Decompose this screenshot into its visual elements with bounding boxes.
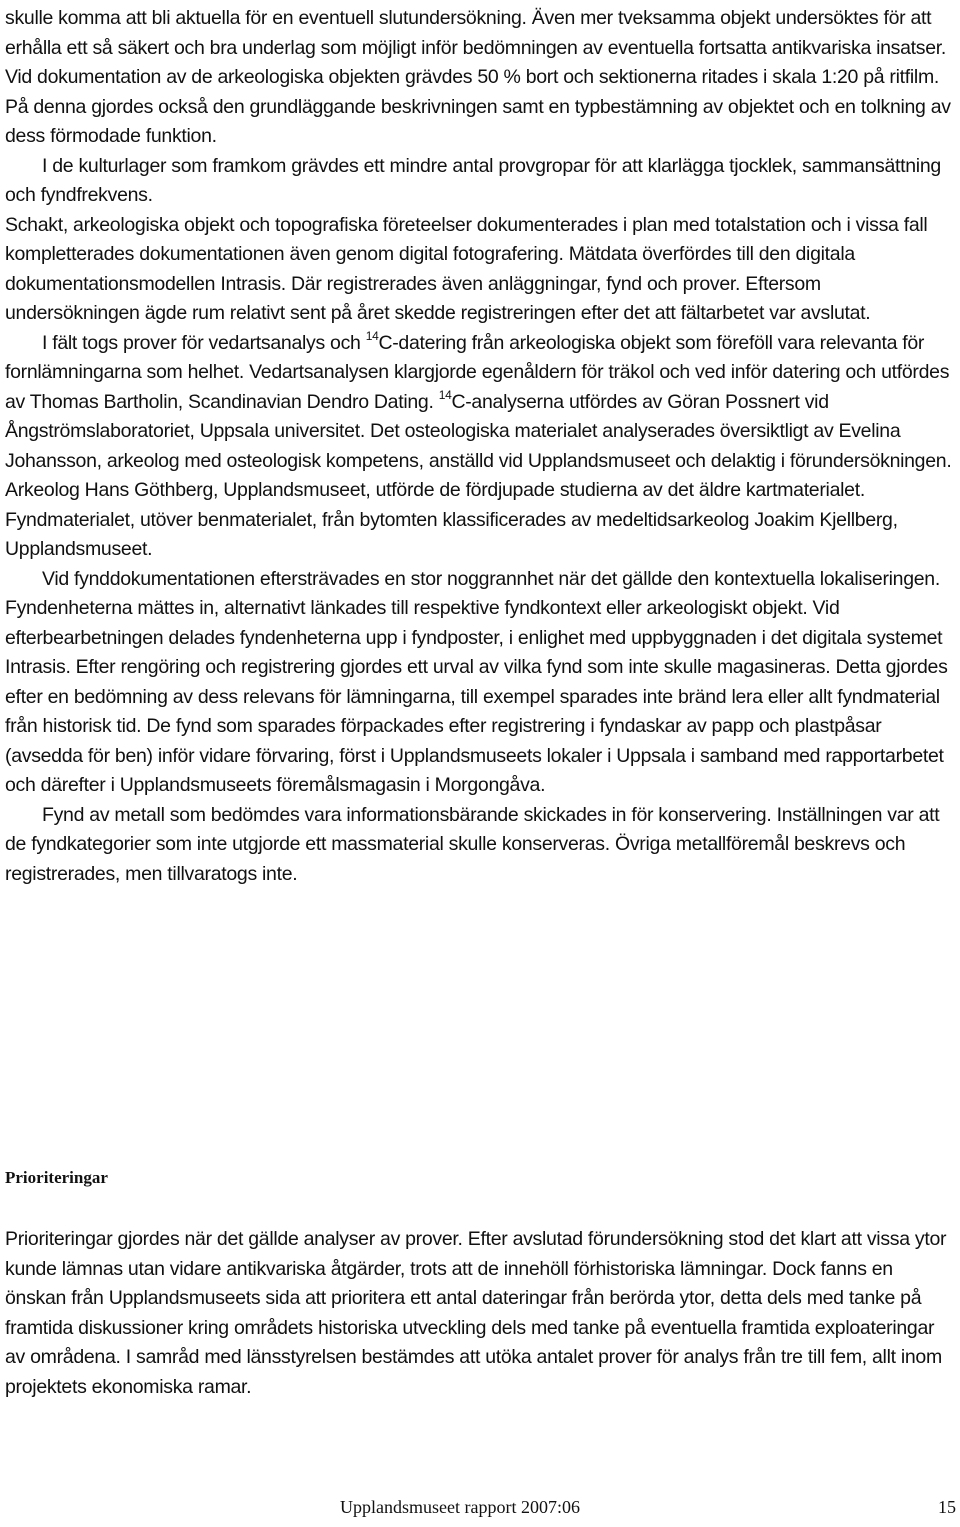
paragraph-total-station: Schakt, arkeologiska objekt och topografiska företeelser dokumenterades i plan med totalstation och i vissa fall kompletterades dokumentationen även genom digital fotografering. Mätdata överfördes till den digitala dokumentationsmodellen Intrasis. Där registrerades även anläggningar, fynd och prover. Eftersom undersökningen ägde rum relativt sent på året skedde registreringen efter det att fältarbetet var avslutat. <box>5 213 928 324</box>
section-heading-prioriteringar: Prioriteringar <box>5 1168 108 1187</box>
body-text <box>5 4 953 889</box>
footer-report-title: Upplandsmuseet rapport 2007:06 <box>340 1497 580 1517</box>
samples-text-c: C-analyserna utfördes av Göran Possnert vid Ångströmslaboratoriet, Uppsala universitet. Det osteologiska materialet analyserades översiktligt av Evelina Johansson, arkeolog med osteologisk kompetens, anställd vid Upplandsmuseet och delaktig i förundersökningen. Arkeolog Hans Göthberg, Upplandsmuseet, utförde de fördjupade studierna av det äldre kartmaterialet. Fyndmaterialet, utöver benmaterialet, från bytomten klassificerades av medeltidsarkeolog Joakim Kjellberg, Upplandsmuseet. <box>5 390 952 560</box>
paragraph-find-documentation: Vid fynddokumentationen eftersträvades en stor noggrannhet när det gällde den kontextuella lokaliseringen. Fyndenheterna mättes in, alternativt länkades till respektive fyndkontext eller arkeologiskt objekt. Vid efterbearbetningen delades fyndenheterna upp i fyndposter, i enlighet med uppbyggnaden i det digitala systemet Intrasis. Efter rengöring och registrering gjordes ett urval av vilka fynd som inte skulle magasineras. Detta gjordes efter en bedömning av dess relevans för lämningarna, till exempel sparades inte bränd lera eller allt fyndmaterial från historisk tid. De fynd som sparades förpackades efter registrering i fyndaskar av papp och plastpåsar (avsedda för ben) inför vidare förvaring, först i Upplandsmuseets lokaler i Uppsala i samband med rapportarbetet och därefter i Upplandsmuseets föremålsmagasin i Morgongåva. <box>5 567 948 796</box>
paragraph-metal-finds: Fynd av metall som bedömdes vara informationsbärande skickades in för konservering. Inställningen var att de fyndkategorier som inte utgjorde ett massmaterial skulle konserveras. Övriga metallföremål beskrevs och registrerades, men tillvaratogs inte. <box>5 803 940 885</box>
paragraph-prioriteringar: Prioriteringar gjordes när det gällde analyser av prover. Efter avslutad förundersökning stod det klart att vissa ytor kunde lämnas utan vidare antikvariska åtgärder, trots att de innehöll förhistoriska lämningar. Dock fanns en önskan från Upplandsmuseets sida att prioritera ett antal dateringar från berörda ytor, detta dels med tanke på framtida diskussioner kring områdets historiska utveckling dels med tanke på eventuella framtida exploateringar av områdena. I samråd med länsstyrelsen bestämdes att utöka antalet prover för analys från tre till fem, allt inom projektets ekonomiska ramar. <box>5 1228 947 1398</box>
section-body-text <box>5 1225 953 1402</box>
paragraph-cultural-layers: I de kulturlager som framkom grävdes ett mindre antal provgropar för att klarlägga tjocklek, sammansättning och fyndfrekvens. <box>5 154 941 206</box>
paragraph-samples-analysis <box>5 329 953 565</box>
carbon-14-superscript: 14 <box>365 328 379 343</box>
paragraph-methods-documentation: skulle komma att bli aktuella för en eventuell slutundersökning. Även mer tveksamma objekt undersöktes för att erhålla ett så säkert och bra underlag som möjligt inför bedömningen av eventuella fortsatta antikvariska insatser. Vid dokumentation av de arkeologiska objekten grävdes 50 % bort och sektionerna ritades i skala 1:20 på ritfilm. På denna gjordes också den grundläggande beskrivningen samt en typbestämning av objektet och en tolkning av dess förmodade funktion. <box>5 7 951 147</box>
carbon-14-superscript: 14 <box>438 387 452 402</box>
page-footer <box>340 1494 960 1520</box>
samples-text-a: I fält togs prover för vedartsanalys och <box>42 331 366 354</box>
footer-page-number: 15 <box>938 1497 956 1517</box>
samples-text-b: C-datering från arkeologiska objekt som föreföll vara relevanta för fornlämningarna som helhet. Vedartsanalysen klargjorde egenåldern för träkol och ved inför datering och utfördes av Thomas Bartholin, Scandinavian Dendro Dating. <box>5 331 950 413</box>
